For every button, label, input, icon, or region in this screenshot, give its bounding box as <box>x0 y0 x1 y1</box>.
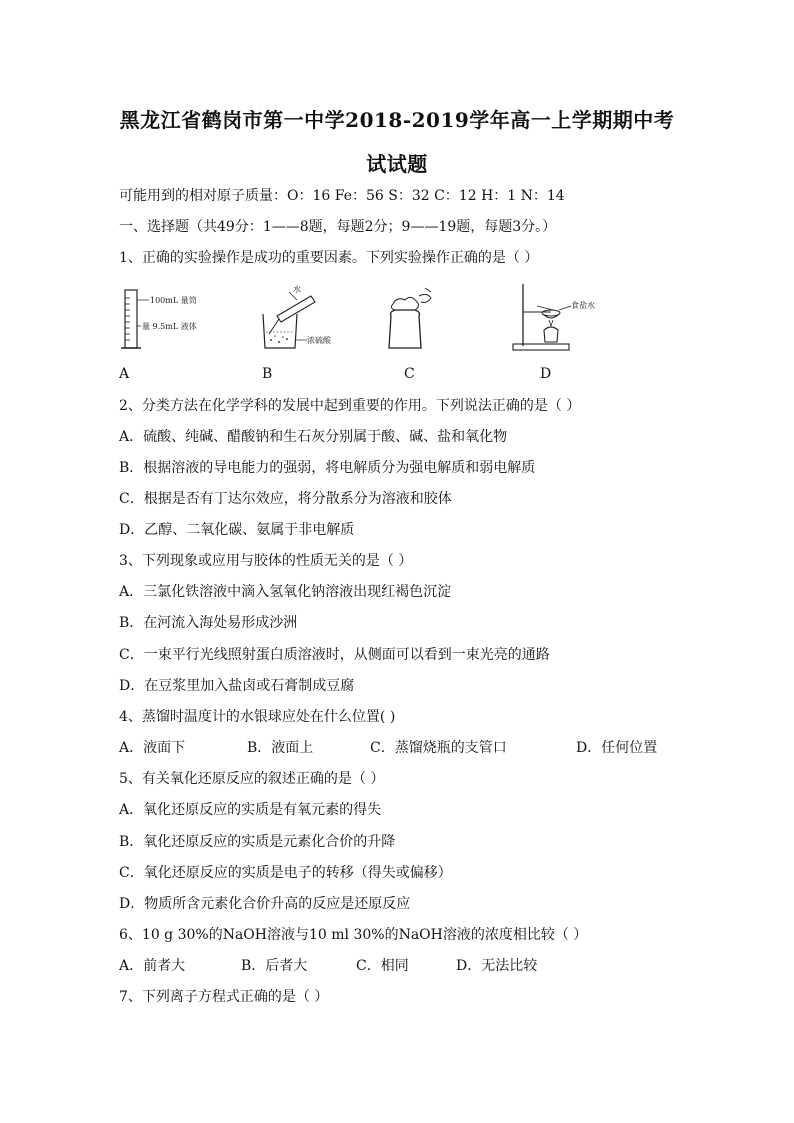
question-6-stem: 6、10 g 30%的NaOH溶液与10 ml 30%的NaOH溶液的浓度相比较（ ） <box>119 927 588 943</box>
figure-label-a: A <box>119 366 130 382</box>
fig-b-label-1: 水 <box>293 285 301 294</box>
question-6-options <box>0 957 794 975</box>
evaporation-stand-figure <box>509 282 609 354</box>
question-3-option-a: A．三氯化铁溶液中滴入氢氧化钠溶液出现红褐色沉淀 <box>119 584 452 600</box>
question-7-stem: 7、下列离子方程式正确的是（ ） <box>119 989 329 1005</box>
question-5-option-b: B．氧化还原反应的实质是元素化合价的升降 <box>119 834 396 850</box>
question-2-option-a: A．硫酸、纯碱、醋酸钠和生石灰分别属于酸、碱、盐和氧化物 <box>119 429 508 445</box>
question-5-stem: 5、有关氧化还原反应的叙述正确的是（ ） <box>119 771 385 787</box>
question-6-option-c: C．相同 <box>356 958 409 974</box>
fig-d-label: 食盐水 <box>571 301 595 310</box>
question-4-option-c: C．蒸馏烧瓶的支管口 <box>370 740 507 756</box>
question-2-stem: 2、分类方法在化学学科的发展中起到重要的作用。下列说法正确的是（ ） <box>119 398 581 414</box>
question-3-stem: 3、下列现象或应用与胶体的性质无关的是（ ） <box>119 553 413 569</box>
question-5-option-d: D．物质所含元素化合价升高的反应是还原反应 <box>119 896 411 912</box>
figure-label-b: B <box>262 366 273 382</box>
fig-a-label-1: 100mL 量筒 <box>150 296 197 305</box>
question-3-option-d: D．在豆浆里加入盐卤或石膏制成豆腐 <box>119 678 355 694</box>
question-2-option-c: C．根据是否有丁达尔效应，将分散系分为溶液和胶体 <box>119 491 452 507</box>
dilution-beaker-figure <box>259 282 349 354</box>
page-title-line2: 试试题 <box>366 152 428 176</box>
question-6-option-b: B．后者大 <box>241 958 308 974</box>
graduated-cylinder-figure <box>119 282 229 354</box>
section-heading: 一、选择题（共49分：1——8题，每题2分；9——19题，每题3分。） <box>119 219 557 235</box>
question-2-option-b: B．根据溶液的导电能力的强弱，将电解质分为强电解质和弱电解质 <box>119 460 536 476</box>
question-3-option-c: C．一束平行光线照射蛋白质溶液时，从侧面可以看到一束光亮的通路 <box>119 647 550 663</box>
question-1-figures <box>119 282 679 354</box>
question-6-option-a: A．前者大 <box>119 958 186 974</box>
question-2-option-d: D．乙醇、二氧化碳、氨属于非电解质 <box>119 522 355 538</box>
question-4-option-d: D．任何位置 <box>576 740 658 756</box>
question-4-stem: 4、蒸馏时温度计的水银球应处在什么位置( ) <box>119 709 396 725</box>
atomic-mass-note: 可能用到的相对原子质量：O：16 Fe：56 S：32 C：12 H：1 N：14 <box>119 188 565 204</box>
question-4-options <box>0 739 794 757</box>
question-1-stem: 1、正确的实验操作是成功的重要因素。下列实验操作正确的是（ ） <box>119 250 539 266</box>
question-3-option-b: B．在河流入海处易形成沙洲 <box>119 615 298 631</box>
page-title-line1: 黑龙江省鹤岗市第一中学2018-2019学年高一上学期期中考 <box>119 108 675 132</box>
figure-label-d: D <box>540 366 552 382</box>
question-5-option-a: A．氧化还原反应的实质是有氧元素的得失 <box>119 802 382 818</box>
question-5-option-c: C．氧化还原反应的实质是电子的转移（得失或偏移） <box>119 865 452 881</box>
figure-label-c: C <box>404 366 415 382</box>
reagent-bottle-figure <box>381 282 451 354</box>
question-4-option-a: A．液面下 <box>119 740 186 756</box>
fig-b-label-2: 浓硫酸 <box>307 336 331 345</box>
question-6-option-d: D．无法比较 <box>456 958 538 974</box>
fig-a-label-2: 量 9.5mL 液体 <box>142 322 197 331</box>
question-4-option-b: B．液面上 <box>247 740 314 756</box>
